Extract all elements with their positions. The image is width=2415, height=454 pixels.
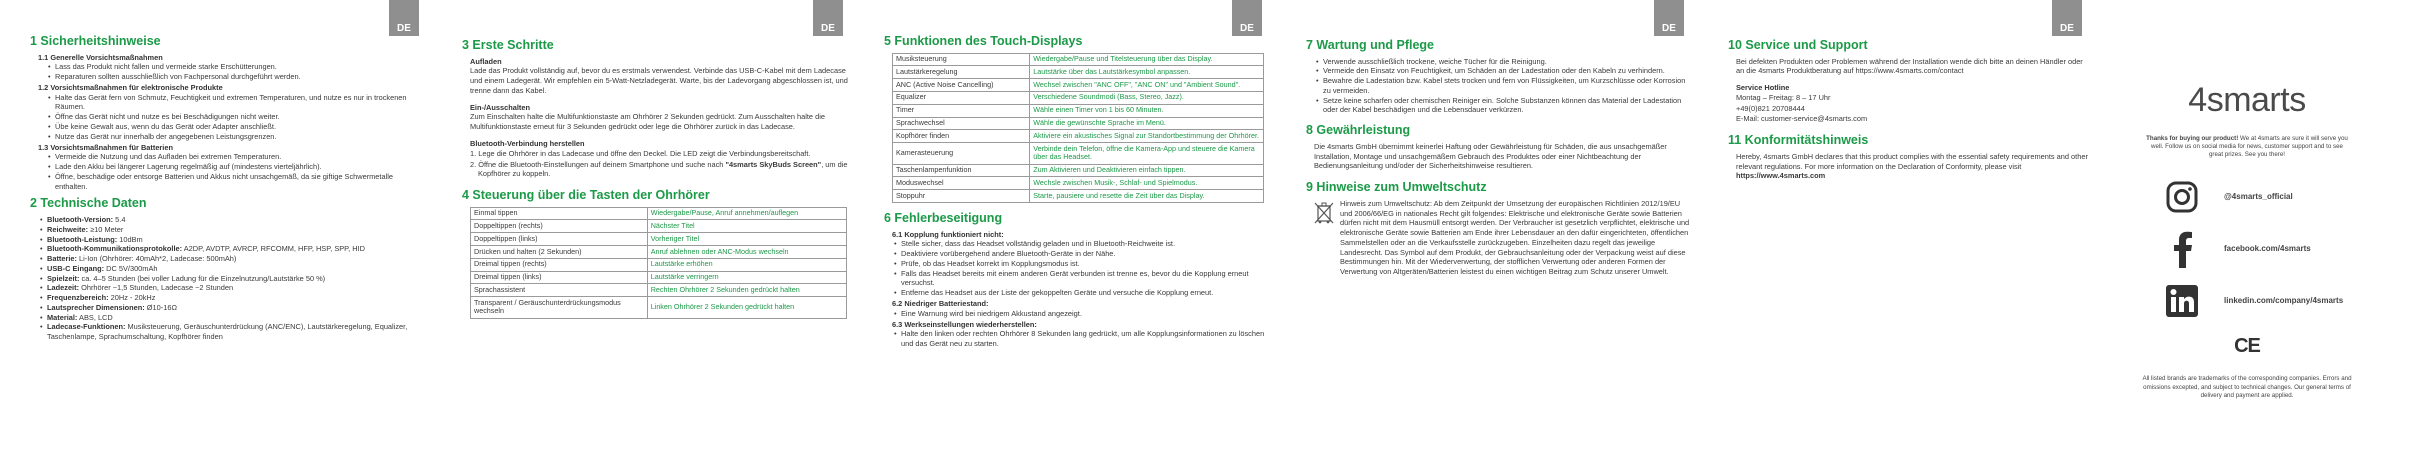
list-factory-reset <box>884 329 1268 349</box>
table-cell-value: Anruf ablehnen oder ANC-Modus wechseln <box>647 246 846 259</box>
subsection-title: 1.3 Vorsichtsmaßnahmen für Batterien <box>38 142 173 152</box>
section-title-controls: 4 Steuerung über die Tasten der Ohrhörer <box>462 188 710 203</box>
table-cell-value: Verbinde dein Telefon, öffne die Kamera-App und steuere die Kamera über das Headset. <box>1030 143 1264 165</box>
section-title-first-steps: 3 Erste Schritte <box>462 38 554 52</box>
section-title-warranty: 8 Gewährleistung <box>1306 123 1411 138</box>
spec-item: • Batterie: Li-Ion (Ohrhörer: 40mAh*2, Ladecase: 500mAh) <box>38 254 425 264</box>
table-cell-label: Dreimal tippen (rechts) <box>471 258 648 271</box>
spec-item: • Bluetooth-Version: 5.4 <box>38 215 425 225</box>
panel-safety-specs <box>30 0 425 454</box>
table-cell-value: Wechsle zwischen Musik-, Schlaf- und Spielmodus. <box>1030 177 1264 190</box>
table-row <box>471 246 847 259</box>
linkedin-icon <box>2162 281 2202 321</box>
text-bluetooth-step1: 1. Lege die Ohrhörer in das Ladecase und öffne den Deckel. Die LED zeigt die Verbindungsbereitschaft. <box>470 148 811 158</box>
text-service: Bei defekten Produkten oder Problemen während der Installation wende dich bitte an deinen Händler oder an die 4smarts Produktberatung auf https://www.4smarts.com/contact <box>1736 56 2083 76</box>
table-cell-label: Transparent / Geräuschunterdrückungsmodus wechseln <box>471 297 648 319</box>
section-title-troubleshooting: 6 Fehlerbeseitigung <box>884 211 1003 225</box>
table-row <box>471 271 847 284</box>
subsection-title: 1.2 Vorsichtsmaßnahmen für elektronische Produkte <box>38 82 223 92</box>
table-cell-value: Lautstärke verringern <box>647 271 846 284</box>
language-tab: DE <box>389 0 419 36</box>
language-tab: DE <box>1654 0 1684 36</box>
section-title-safety: 1 Sicherheitshinweise <box>30 34 161 48</box>
weee-bin-icon <box>1314 199 1340 278</box>
table-cell-label: Stoppuhr <box>893 190 1030 203</box>
spec-item: • Bluetooth-Kommunikationsprotokolle: A2DP, AVDTP, AVRCP, RFCOMM, HFP, HSP, SPP, HID <box>38 244 425 254</box>
table-cell-label: Kopfhörer finden <box>893 130 1030 143</box>
list-item: • Prüfe, ob das Headset korrekt im Kopplungsmodus ist. <box>892 259 1268 269</box>
list-item: • Bewahre die Ladestation bzw. Kabel stets trocken und fern von Flüssigkeiten, um Kurzschlüsse oder Korrosion zu vermeiden. <box>1314 76 1690 96</box>
list-battery-precautions <box>30 152 425 191</box>
list-item: • Übe keine Gewalt aus, wenn du das Gerät oder Adapter anschließt. <box>46 122 425 132</box>
table-cell-label: Taschenlampenfunktion <box>893 164 1030 177</box>
list-item: • Halte den linken oder rechten Ohrhörer 8 Sekunden lang gedrückt, um alle Kopplungsinformationen zu löschen und das Gerät neu zu starten. <box>892 329 1268 349</box>
table-row <box>471 233 847 246</box>
text-charging: Lade das Produkt vollständig auf, bevor du es erstmals verwendest. Verbinde das USB-C-Kabel mit dem Ladecase und einem Ladegerät. Wir empfehlen ein 5-Watt-Netzladegerät. Warte, bis der Ladevorgang abgeschlossen ist, und trenne dann das Kabel. <box>470 66 848 95</box>
table-row <box>893 104 1264 117</box>
ce-mark: CE <box>2234 335 2260 358</box>
list-item: • Entferne das Headset aus der Liste der gekoppelten Geräte und versuche die Kopplung erneut. <box>892 288 1268 298</box>
list-item: • Öffne das Gerät nicht und nutze es bei Beschädigungen nicht weiter. <box>46 112 425 122</box>
spec-item: • Lautsprecher Dimensionen: Ø10-16Ω <box>38 303 425 313</box>
brand-logo: 4smarts <box>2188 81 2306 119</box>
table-cell-value: Zum Aktivieren und Deaktivieren einfach tippen. <box>1030 164 1264 177</box>
facebook-link: facebook.com/4smarts <box>2224 243 2311 253</box>
heading-charging: Aufladen <box>470 56 502 66</box>
table-cell-label: Lautstärkeregelung <box>893 66 1030 79</box>
list-item: • Eine Warnung wird bei niedrigem Akkustand angezeigt. <box>892 309 1268 319</box>
footer-text: All listed brands are trademarks of the corresponding companies. Errors and omissions excepted, and subject to technical changes. Our general terms of delivery and payment are applied. <box>2142 375 2352 399</box>
table-cell-value: Wähle die gewünschte Sprache im Menü. <box>1030 117 1264 130</box>
instagram-handle: @4smarts_official <box>2224 191 2293 201</box>
language-tab: DE <box>2052 0 2082 36</box>
table-cell-value: Starte, pausiere und resette die Zeit über das Display. <box>1030 190 1264 203</box>
thanks-text: Thanks for buying our product! We at 4smarts are sure it will serve you well. Follow us on social media for news, customer support and to see great prizes. See you there! <box>2146 134 2348 158</box>
table-cell-value: Aktiviere ein akustisches Signal zur Standortbestimmung der Ohrhörer. <box>1030 130 1264 143</box>
table-cell-value: Linken Ohrhörer 2 Sekunden gedrückt halten <box>647 297 846 319</box>
spec-item: • Ladecase-Funktionen: Musiksteuerung, Geräuschunterdrückung (ANC/ENC), Lautstärkeregelung, Equalizer, Taschenlampe, Sprachumschaltung, Kopfhörer finden <box>38 322 425 342</box>
language-tab: DE <box>813 0 843 36</box>
list-item: • Öffne, beschädige oder entsorge Batterien und Akkus nicht unsachgemäß, da sie giftige Schwermetalle enthalten. <box>46 172 425 192</box>
list-pairing-issues <box>884 239 1268 298</box>
link-conformity[interactable]: https://www.4smarts.com <box>1736 171 1826 181</box>
table-cell-value: Nächster Titel <box>647 220 846 233</box>
table-row <box>893 53 1264 66</box>
table-cell-value: Wiedergabe/Pause und Titelsteuerung über das Display. <box>1030 53 1264 66</box>
list-item: • Setze keine scharfen oder chemischen Reiniger ein. Solche Substanzen können das Material der Ladestation oder der Kabel beschädigen und die Lebensdauer verkürzen. <box>1314 96 1690 116</box>
spec-item: • Spielzeit: ca. 4–5 Stunden (bei voller Ladung für die Einzelnutzung/Lautstärke 50 %) <box>38 274 425 284</box>
table-cell-value: Wechsel zwischen "ANC OFF", "ANC ON" und "Ambient Sound". <box>1030 79 1264 92</box>
list-low-battery <box>884 309 1268 319</box>
list-item: • Falls das Headset bereits mit einem anderen Gerät verbunden ist trenne es, bevor du die Kopplung erneut versuchst. <box>892 269 1268 289</box>
table-row <box>471 207 847 220</box>
list-item: • Lade den Akku bei längerer Lagerung regelmäßig auf (mindestens vierteljährlich). <box>46 162 425 172</box>
table-cell-label: Musiksteuerung <box>893 53 1030 66</box>
table-row <box>893 117 1264 130</box>
spec-item: • USB-C Eingang: DC 5V/300mAh <box>38 264 425 274</box>
text-warranty: Die 4smarts GmbH übernimmt keinerlei Haftung oder Gewährleistung für Schäden, die aus unsachgemäßer Installation, Montage und unsachgemäßem Gebrauch des Produktes oder einer Nichtbeachtung der Bedienungsanleitung und/oder der Sicherheitshinweise resultieren. <box>1314 141 1667 171</box>
text-hotline-hours: Montag – Freitag: 8 – 17 Uhr <box>1736 92 1831 102</box>
section-title-touch-display: 5 Funktionen des Touch-Displays <box>884 34 1083 48</box>
language-tab: DE <box>1232 0 1262 36</box>
table-row <box>893 143 1264 165</box>
list-item: • Reparaturen sollten ausschließlich von Fachpersonal durchgeführt werden. <box>46 72 425 82</box>
spec-item: • Material: ABS, LCD <box>38 313 425 323</box>
section-title-maintenance: 7 Wartung und Pflege <box>1306 38 1435 52</box>
subsection-title: 6.2 Niedriger Batteriestand: <box>892 298 989 308</box>
list-general-precautions <box>30 62 425 82</box>
text-hotline-email[interactable]: E-Mail: customer-service@4smarts.com <box>1736 114 1868 124</box>
list-electronic-precautions <box>30 93 425 142</box>
social-instagram[interactable] <box>2162 177 2372 217</box>
list-item: • Vermeide den Einsatz von Feuchtigkeit, um Schäden an der Ladestation oder den Kabeln zu verhindern. <box>1314 66 1690 76</box>
table-cell-label: Sprachassistent <box>471 284 648 297</box>
list-tech-specs <box>30 215 425 342</box>
list-maintenance <box>1306 57 1690 116</box>
table-row <box>471 284 847 297</box>
heading-bluetooth: Bluetooth-Verbindung herstellen <box>470 138 585 148</box>
text-conformity: Hereby, 4smarts GmbH declares that this product complies with the essential safety requirements and other relevant regulations. For more information on the Declaration of Conformity, please visit https://www.4smarts.com <box>1736 151 2088 181</box>
table-cell-label: Timer <box>893 104 1030 117</box>
table-cell-value: Wähle einen Timer von 1 bis 60 Minuten. <box>1030 104 1264 117</box>
table-cell-value: Lautstärke über das Lautstärkesymbol anpassen. <box>1030 66 1264 79</box>
subsection-title: 6.3 Werkseinstellungen wiederherstellen: <box>892 319 1037 329</box>
list-item: • Verwende ausschließlich trockene, weiche Tücher für die Reinigung. <box>1314 57 1690 67</box>
table-row <box>893 177 1264 190</box>
panel-maintenance <box>1306 0 1690 454</box>
list-item: • Vermeide die Nutzung und das Aufladen bei extremen Temperaturen. <box>46 152 425 162</box>
list-item: • Stelle sicher, dass das Headset vollständig geladen und in Bluetooth-Reichweite ist. <box>892 239 1268 249</box>
controls-table <box>470 207 847 319</box>
spec-item: • Frequenzbereich: 20Hz - 20kHz <box>38 293 425 303</box>
table-row <box>893 164 1264 177</box>
table-cell-label: Drücken und halten (2 Sekunden) <box>471 246 648 259</box>
social-linkedin[interactable] <box>2162 281 2372 321</box>
table-row <box>893 66 1264 79</box>
instagram-icon <box>2162 177 2202 217</box>
heading-power: Ein-/Ausschalten <box>470 102 530 112</box>
spec-item: • Reichweite: ≥10 Meter <box>38 225 425 235</box>
facebook-icon <box>2162 229 2202 269</box>
social-facebook[interactable] <box>2162 229 2372 269</box>
table-cell-value: Lautstärke erhöhen <box>647 258 846 271</box>
list-item: • Deaktiviere vorübergehend andere Bluetooth-Geräte in der Nähe. <box>892 249 1268 259</box>
table-row <box>893 130 1264 143</box>
subsection-title: 1.1 Generelle Vorsichtsmaßnahmen <box>38 52 163 62</box>
table-row <box>471 258 847 271</box>
table-cell-label: Doppeltippen (links) <box>471 233 648 246</box>
table-row <box>471 297 847 319</box>
table-cell-label: Doppeltippen (rechts) <box>471 220 648 233</box>
table-row <box>893 190 1264 203</box>
panel-service <box>1728 0 2088 454</box>
section-title-environment: 9 Hinweise zum Umweltschutz <box>1306 180 1487 195</box>
panel-touch-display <box>884 0 1268 454</box>
table-cell-label: Einmal tippen <box>471 207 648 220</box>
list-item: • Lass das Produkt nicht fallen und vermeide starke Erschütterungen. <box>46 62 425 72</box>
touch-functions-table <box>892 53 1264 203</box>
table-cell-value: Vorheriger Titel <box>647 233 846 246</box>
table-row <box>471 220 847 233</box>
table-cell-value: Wiedergabe/Pause, Anruf annehmen/auflegen <box>647 207 846 220</box>
text-bluetooth-step2: 2. Öffne die Bluetooth-Einstellungen auf deinem Smartphone und suche nach "4smarts SkyBuds Screen", um die Kopfhörer zu koppeln. <box>470 159 848 179</box>
table-cell-label: ANC (Active Noise Cancelling) <box>893 79 1030 92</box>
section-title-tech-data: 2 Technische Daten <box>30 196 147 211</box>
panel-getting-started <box>462 0 849 454</box>
panel-brand <box>2122 0 2372 454</box>
table-row <box>893 91 1264 104</box>
spec-item: • Bluetooth-Leistung: 10dBm <box>38 235 425 245</box>
table-cell-label: Sprachwechsel <box>893 117 1030 130</box>
section-title-service: 10 Service und Support <box>1728 38 1868 52</box>
table-cell-label: Moduswechsel <box>893 177 1030 190</box>
text-hotline-phone: +49(0)821 20708444 <box>1736 103 1805 113</box>
heading-hotline: Service Hotline <box>1736 83 1790 93</box>
linkedin-link: linkedin.com/company/4smarts <box>2224 295 2344 305</box>
table-row <box>893 79 1264 92</box>
list-item: • Halte das Gerät fern von Schmutz, Feuchtigkeit und extremen Temperaturen, und nutze es nur in trockenen Räumen. <box>46 93 425 113</box>
table-cell-value: Verschiedene Soundmodi (Bass, Stereo, Jazz). <box>1030 91 1264 104</box>
table-cell-label: Dreimal tippen (links) <box>471 271 648 284</box>
subsection-title: 6.1 Kopplung funktioniert nicht: <box>892 229 1004 239</box>
table-cell-label: Equalizer <box>893 91 1030 104</box>
section-title-conformity: 11 Konformitätshinweis <box>1728 133 1869 148</box>
spec-item: • Ladezeit: Ohrhörer ~1,5 Stunden, Ladecase ~2 Stunden <box>38 283 425 293</box>
table-cell-label: Kamerasteuerung <box>893 143 1030 165</box>
list-item: • Nutze das Gerät nur innerhalb der angegebenen Leistungsgrenzen. <box>46 132 425 142</box>
table-cell-value: Rechten Ohrhörer 2 Sekunden gedrückt halten <box>647 284 846 297</box>
text-environment: Hinweis zum Umweltschutz: Ab dem Zeitpunkt der Umsetzung der europäischen Richtlinien 2012/19/EU und 2006/66/EG in nationales Recht gilt folgendes: Elektrische und elektronische Geräte sowie Batterien dürfen nicht mit dem Hausmüll entsorgt werden. Der Verbraucher ist gesetzlich verpflichtet, elektrische und elektronische Geräte sowie Batterien am Ende ihrer Lebensdauer an den dafür eingerichteten, öffentlichen Sammelstellen oder an die Verkaufsstelle zurückzugeben. Einzelheiten dazu regelt das jeweilige Landesrecht. Das Symbol auf dem Produkt, der Gebrauchsanleitung oder der Verpackung weist auf diese Bestimmungen hin. Mit der Wiederverwertung, der stofflichen Verwertung oder anderen Formen der Verwertung von Altgeräten/Batterien leistest du einen wichtigen Beitrag zum Schutz unserer Umwelt. <box>1340 198 1690 277</box>
text-power: Zum Einschalten halte die Multifunktionstaste am Ohrhörer 2 Sekunden gedrückt. Zum Ausschalten halte die Multifunktionstaste erneut für 3 Sekunden gedrückt oder lege die Ohrhörer zurück in das Ladecase. <box>470 112 825 132</box>
